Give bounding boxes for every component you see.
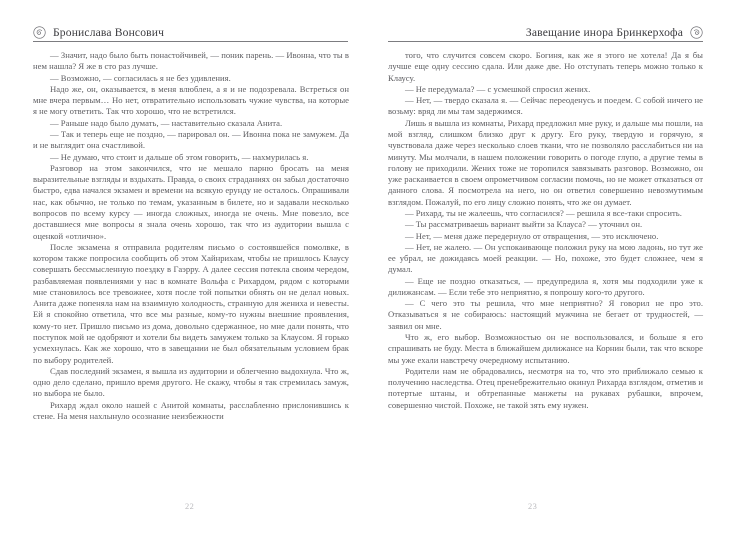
paragraph: Лишь я вышла из комнаты, Рихард предложил мне руку, и дальше мы пошли, на мой взгляд, слишком близко друг к другу. Его руку, твердую и горячую, я чувствовала даже через несколько слоев ткани, что не позволяло расслабиться ни на минуту. Мы молчали, в нашем положении говорить о погоде глупо, а другие темы в голову не приходили. Жених тоже не торопился завязывать разговор. Возможно, он уже раскаивается в своем опрометчивом согласии помочь, но не может отказаться от данного слова. Я посмотрела на него, но он ответил совершенно невозмутимым взглядом. Пожалуй, по его лицу сложно понять, что же он думает. bbox=[388, 117, 703, 207]
right-page-number: 23 bbox=[528, 502, 538, 511]
paragraph: — Возможно, — согласилась я не без удивления. bbox=[50, 72, 231, 83]
paragraph: Сдав последний экзамен, я вышла из аудитории и облегченно выдохнула. Что ж, одно дело сделано, пришло время другого. Не скажу, чтобы я так стремилась замуж, но выбора не было. bbox=[33, 365, 349, 399]
paragraph: — Еще не поздно отказаться, — предупредила я, хотя мы подходили уже к дилижансам. — Если тебе это неприятно, я попрошу кого-то другого. bbox=[388, 275, 703, 297]
paragraph: — Не думаю, что стоит и дальше об этом говорить, — нахмурилась я. bbox=[50, 151, 309, 162]
spiral-ornament-icon bbox=[33, 26, 46, 39]
paragraph: — Значит, надо было быть понастойчивей, — поник парень. — Ивонна, что ты в нем нашла? Я же в сто раз лучше. bbox=[33, 50, 349, 72]
paragraph: После экзамена я отправила родителям письмо о состоявшейся помолвке, в котором также попросила сообщить об этом Хайнрихам, чтобы не пришлось Клаусу совершать бессмысленную поездку в Гаэрру. А далее сессия потекла своим чередом, разбавляемая появлениями у нас в комнате Вольфа с Рихардом, рядом с которыми мне становилось все тревожнее, хотя после той попытки обнять он не делал новых. Анита даже попеняла нам на взаимную холодность, странную для жениха и невесты. Ей я спокойно ответила, что все мы разные, кому-то нужны внешние проявления, кому-то нет. Пришло письмо из дома, довольно сдержанное, но мне дали понять, что поступок мой не одобряют и хотели бы видеть замужем только за Клаусом. Я горько усмехнулась. Как же хорошо, что в завещании не был обязательным условием брак по выбору родителей. bbox=[33, 241, 349, 365]
paragraph: Рихард ждал около нашей с Анитой комнаты, расслабленно прислонившись к стене. На меня нахлынуло осознание неизбежности bbox=[33, 399, 349, 421]
left-running-head-title: Бронислава Вонсович bbox=[53, 26, 165, 39]
paragraph: Разговор на этом закончился, что не мешало парню бросать на меня выразительные взгляды и вздыхать. Правда, о своих страданиях он забыл достаточно быстро, едва начался экзамен и времени на всякую ерунду не осталось. Опрашивали нас, как обычно, не только по темам, указанным в билете, но и задавали несколько вопросов по всему курсу — иногда сложных, иногда не очень. Мне повезло, все доставшиеся мне вопросы я знала очень хорошо, так что из аудитории вышла с оценкой «отлично». bbox=[33, 162, 349, 241]
spiral-ornament-icon bbox=[690, 26, 703, 39]
paragraph: — Раньше надо было думать, — наставительно сказала Анита. bbox=[50, 117, 283, 128]
paragraph: Родители нам не обрадовались, несмотря на то, что это приближало семью к получению наследства. Отец пренебрежительно окинул Рихарда взглядом, отметив и потертые штаны, и обтрепанные манжеты на рукавах рубашки, впрочем, совершенно чистой. Похоже, не такой зять ему нужен. bbox=[388, 365, 703, 410]
right-running-head bbox=[388, 22, 703, 42]
paragraph: — Не передумала? — с усмешкой спросил жених. bbox=[405, 83, 591, 94]
right-page bbox=[366, 0, 731, 540]
paragraph: — Рихард, ты не жалеешь, что согласился? — решила я все-таки спросить. bbox=[405, 207, 682, 218]
paragraph: Что ж, его выбор. Возможностью он не воспользовался, и больше я его спрашивать не буду. Места в ближайшем дилижансе на Корнин были, так что вскоре мы уже ехали навстречу очередному испытанию. bbox=[388, 332, 703, 365]
paragraph: того, что случится совсем скоро. Богиня, как же я этого не хотела! Да я бы лучше еще одну сессию сдала. Или даже две. Но отступать теперь можно только к Клаусу. bbox=[388, 50, 703, 83]
paragraph: — С чего это ты решила, что мне неприятно? Я говорил не про это. Отказываться я не собираюсь: настоящий мужчина не бегает от трудностей, — заявил он мне. bbox=[388, 298, 703, 331]
right-running-head-title: Завещание инора Бринкерхофа bbox=[525, 26, 683, 39]
left-page-number: 22 bbox=[185, 502, 195, 511]
left-running-head bbox=[33, 22, 348, 42]
paragraph: Надо же, он, оказывается, в меня влюблен, а я и не подозревала. Встреться он мне вчера первым… Но нет, отвратительно использовать чужие чувства, на которые я не могу ответить. Так что хорошо, что не встретился. bbox=[33, 83, 349, 117]
paragraph: — Так и теперь еще не поздно, — парировал он. — Ивонна пока не замужем. Да и не выглядит она счастливой. bbox=[33, 128, 349, 151]
right-page-text-column bbox=[388, 50, 703, 411]
paragraph: — Нет, — меня даже передернуло от отвращения, — это исключено. bbox=[405, 230, 659, 241]
paragraph: — Нет, — твердо сказала я. — Сейчас переоденусь и поедем. С собой ничего не возьму: вряд ли мы там задержимся. bbox=[388, 95, 703, 117]
paragraph: — Ты рассматриваешь вариант выйти за Клауса? — уточнил он. bbox=[405, 219, 643, 230]
paragraph: — Нет, не жалею. — Он успокаивающе положил руку на мою ладонь, но тут же ее убрал, не дожидаясь моей реакции. — Но, похоже, это будет сложнее, чем я думал. bbox=[388, 241, 703, 275]
left-page-text-column bbox=[33, 50, 349, 422]
